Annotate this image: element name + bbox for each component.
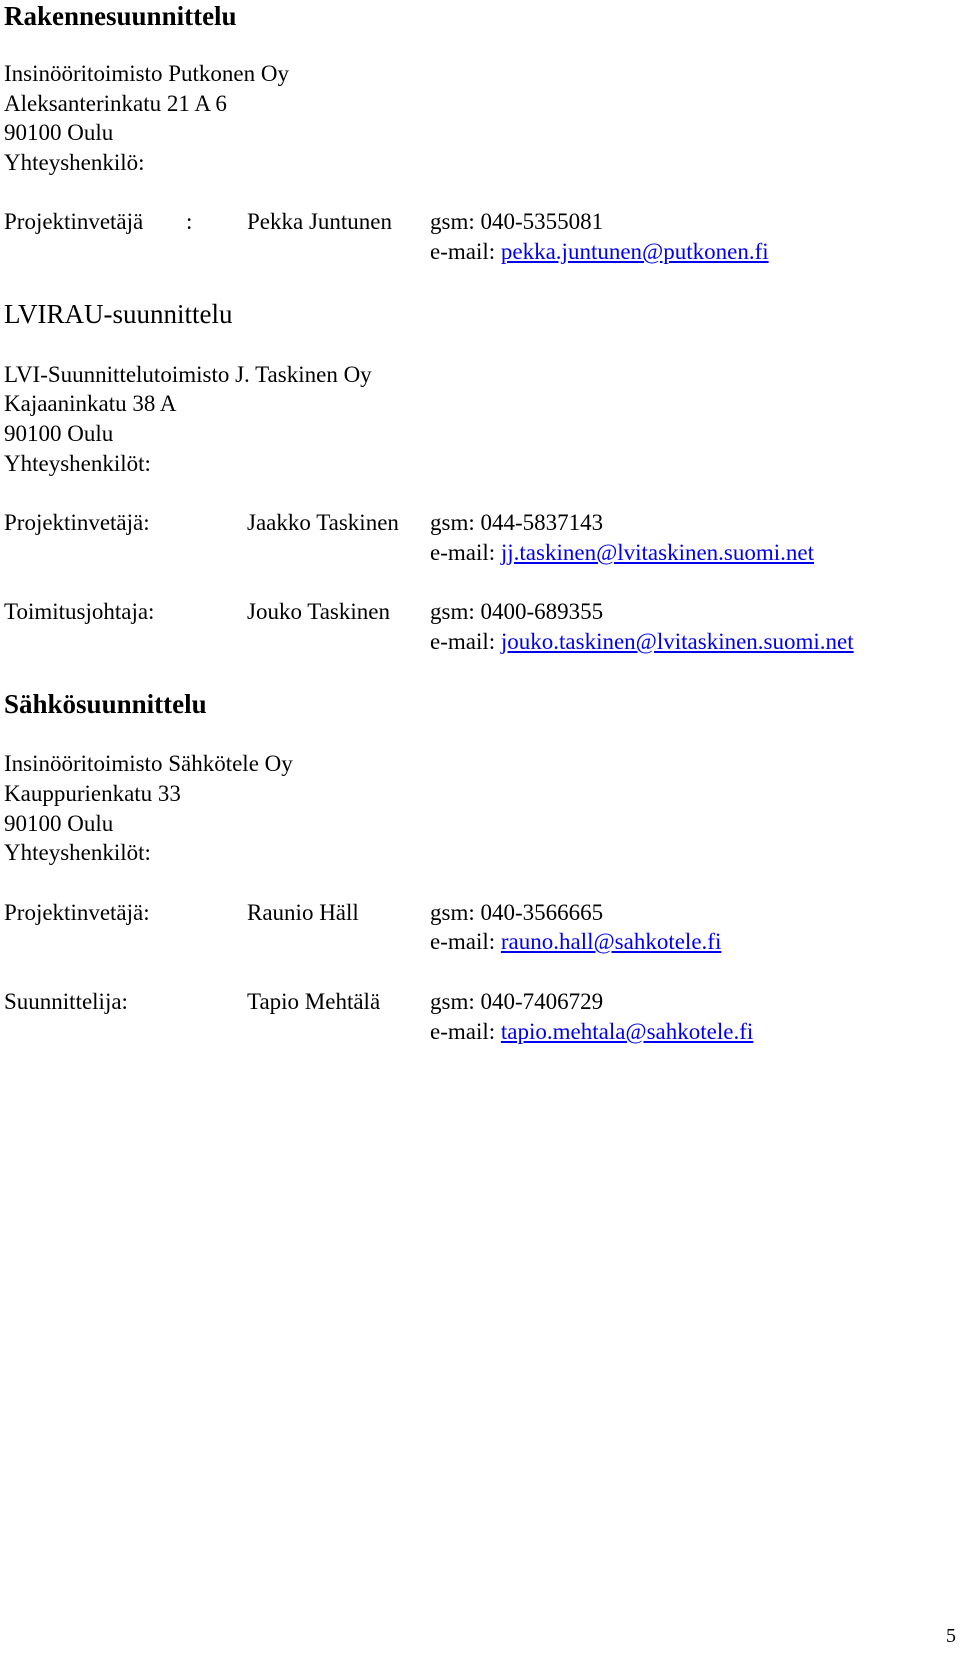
contact-role: Projektinvetäjä: [4, 209, 144, 234]
contact-name: Raunio Häll: [247, 900, 359, 925]
contact-role: Toimitusjohtaja:: [4, 599, 155, 624]
contact-gsm: gsm: 0400-689355: [430, 599, 604, 624]
email-label: e-mail:: [430, 929, 496, 954]
email-link[interactable]: pekka.juntunen@putkonen.fi: [500, 239, 769, 264]
contact-role: Projektinvetäjä:: [4, 900, 150, 925]
contact-gsm: gsm: 044-5837143: [430, 510, 604, 535]
email-link[interactable]: tapio.mehtala@sahkotele.fi: [500, 1019, 754, 1044]
contact-role: Projektinvetäjä:: [4, 510, 150, 535]
company-name: Insinööritoimisto Sähkötele Oy: [4, 751, 293, 776]
company-name: LVI-Suunnittelutoimisto J. Taskinen Oy: [4, 362, 372, 387]
contact-name: Jouko Taskinen: [247, 599, 390, 624]
contact-email-row: [430, 928, 721, 956]
email-link[interactable]: jouko.taskinen@lvitaskinen.suomi.net: [500, 629, 854, 654]
contact-email-row: [430, 238, 769, 266]
city: 90100 Oulu: [4, 811, 114, 836]
page-number: 5: [946, 1625, 956, 1647]
street-address: Kajaaninkatu 38 A: [4, 391, 177, 416]
section-heading-rakennesuunnittelu: Rakennesuunnittelu: [4, 1, 237, 31]
contact-gsm: gsm: 040-7406729: [430, 989, 604, 1014]
contact-email-row: [430, 628, 854, 656]
contact-role-colon: :: [186, 209, 193, 234]
contact-name: Pekka Juntunen: [247, 209, 393, 234]
contacts-label: Yhteyshenkilö:: [4, 150, 145, 175]
contact-email-row: [430, 539, 814, 567]
email-label: e-mail:: [430, 540, 496, 565]
city: 90100 Oulu: [4, 120, 114, 145]
section-heading-lvirau-suunnittelu: LVIRAU-suunnittelu: [4, 299, 233, 329]
contact-gsm: gsm: 040-3566665: [430, 900, 604, 925]
email-link[interactable]: rauno.hall@sahkotele.fi: [500, 929, 722, 954]
email-link[interactable]: jj.taskinen@lvitaskinen.suomi.net: [500, 540, 815, 565]
contact-name: Tapio Mehtälä: [247, 989, 381, 1014]
contacts-label: Yhteyshenkilöt:: [4, 840, 151, 865]
email-label: e-mail:: [430, 239, 496, 264]
email-label: e-mail:: [430, 629, 496, 654]
email-label: e-mail:: [430, 1019, 496, 1044]
section-heading-sahkosuunnittelu: Sähkösuunnittelu: [4, 689, 207, 719]
company-name: Insinööritoimisto Putkonen Oy: [4, 61, 289, 86]
city: 90100 Oulu: [4, 421, 114, 446]
contact-gsm: gsm: 040-5355081: [430, 209, 604, 234]
street-address: Kauppurienkatu 33: [4, 781, 181, 806]
contact-name: Jaakko Taskinen: [247, 510, 399, 535]
contact-role: Suunnittelija:: [4, 989, 128, 1014]
contact-email-row: [430, 1018, 753, 1046]
contacts-label: Yhteyshenkilöt:: [4, 451, 151, 476]
street-address: Aleksanterinkatu 21 A 6: [4, 91, 227, 116]
